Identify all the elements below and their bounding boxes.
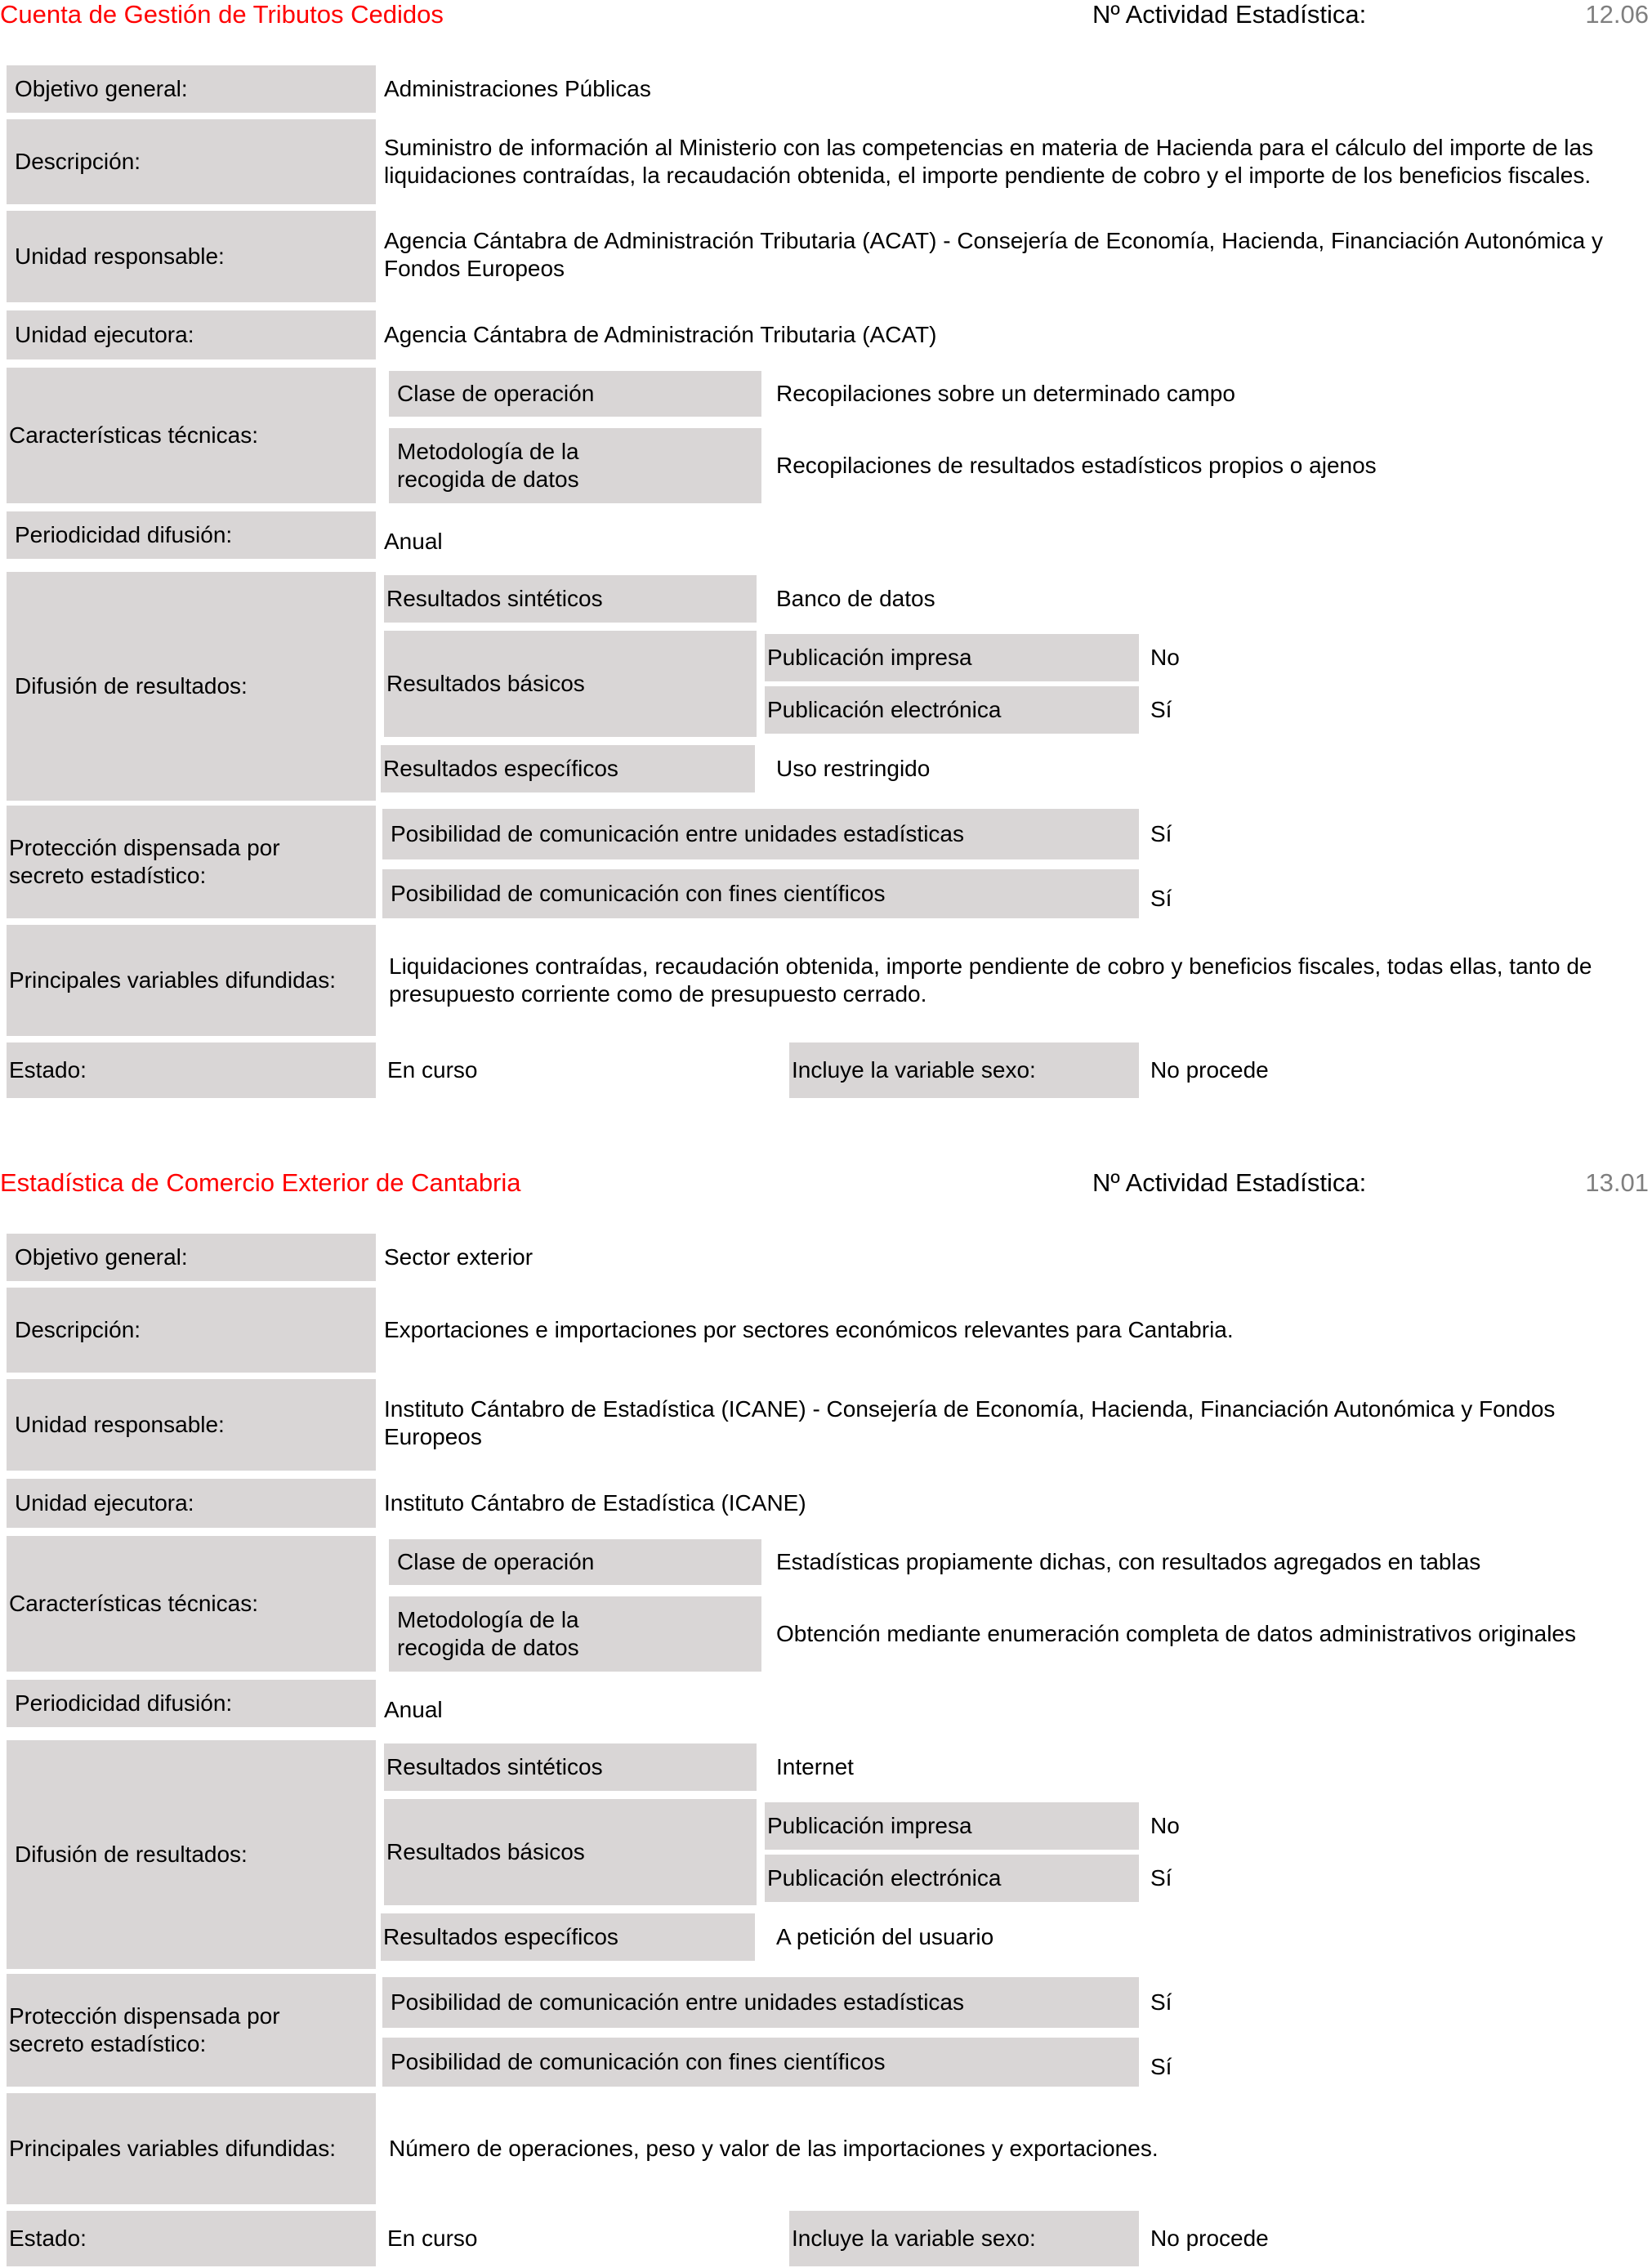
unidad-ejecutora-value: Agencia Cántabra de Administración Tributaria (ACAT)	[384, 322, 937, 347]
com-cientificos-value: Sí	[1150, 886, 1172, 911]
activity-header	[0, 0, 1652, 29]
proteccion-label: Protección dispensada por secreto estadístico:	[7, 1974, 376, 2087]
resultados-basicos-label: Resultados básicos	[384, 631, 757, 737]
estado-value: En curso	[387, 1057, 478, 1083]
resultados-basicos-label: Resultados básicos	[384, 1799, 757, 1905]
resultados-especificos-label: Resultados específicos	[381, 745, 755, 792]
estado-value: En curso	[387, 2226, 478, 2251]
unidad-ejecutora-value: Instituto Cántabro de Estadística (ICANE)	[384, 1490, 806, 1516]
clase-operacion-value: Estadísticas propiamente dichas, con resultados agregados en tablas	[776, 1549, 1481, 1574]
objetivo-label: Objetivo general:	[7, 65, 376, 113]
sexo-label: Incluye la variable sexo:	[789, 1042, 1139, 1098]
publicacion-impresa-value: No	[1150, 645, 1180, 670]
resultados-sinteticos-label: Resultados sintéticos	[384, 1743, 757, 1791]
activity-section	[0, 1168, 1652, 2268]
unidad-responsable-label: Unidad responsable:	[7, 211, 376, 302]
resultados-especificos-label: Resultados específicos	[381, 1913, 755, 1961]
variables-label: Principales variables difundidas:	[7, 2093, 376, 2204]
variables-value: Número de operaciones, peso y valor de las importaciones y exportaciones.	[389, 2136, 1159, 2161]
estado-label: Estado:	[7, 2211, 376, 2266]
objetivo-value: Administraciones Públicas	[384, 76, 651, 101]
activity-number-label: Nº Actividad Estadística:	[1092, 0, 1367, 29]
activity-number-label: Nº Actividad Estadística:	[1092, 1168, 1367, 1197]
metodologia-value: Recopilaciones de resultados estadísticos propios o ajenos	[776, 453, 1377, 478]
activity-title: Cuenta de Gestión de Tributos Cedidos	[0, 0, 444, 29]
publicacion-electronica-value: Sí	[1150, 1865, 1172, 1891]
metodologia-label: Metodología de la recogida de datos	[389, 1596, 761, 1672]
resultados-sinteticos-value: Internet	[776, 1754, 854, 1779]
com-unidades-value: Sí	[1150, 1989, 1172, 2015]
activity-number: 13.01	[1585, 1168, 1649, 1197]
objetivo-value: Sector exterior	[384, 1244, 534, 1270]
variables-label: Principales variables difundidas:	[7, 925, 376, 1036]
publicacion-electronica-value: Sí	[1150, 697, 1172, 722]
objetivo-label: Objetivo general:	[7, 1234, 376, 1281]
caracteristicas-label: Características técnicas:	[7, 368, 376, 503]
publicacion-electronica-label: Publicación electrónica	[765, 686, 1139, 734]
publicacion-electronica-label: Publicación electrónica	[765, 1855, 1139, 1902]
variables-value: Liquidaciones contraídas, recaudación obtenida, importe pendiente de cobro y beneficios fiscales, todas ellas, tanto de presupuesto corriente como de presupuesto cerrado.	[389, 953, 1592, 1007]
unidad-responsable-value: Agencia Cántabra de Administración Tributaria (ACAT) - Consejería de Economía, Hacienda, Financiación Autonómica y Fondos Europeos	[384, 228, 1604, 281]
sexo-value: No procede	[1150, 2226, 1269, 2251]
descripcion-value: Suministro de información al Ministerio con las competencias en materia de Hacienda para el cálculo del importe de las liquidaciones contraídas, la recaudación obtenida, el importe pendiente de cobro y el importe de los beneficios fiscales.	[384, 135, 1594, 188]
clase-operacion-value: Recopilaciones sobre un determinado campo	[776, 381, 1235, 406]
estado-label: Estado:	[7, 1042, 376, 1098]
periodicidad-label: Periodicidad difusión:	[7, 511, 376, 559]
publicacion-impresa-label: Publicación impresa	[765, 634, 1139, 681]
activity-number: 12.06	[1585, 0, 1649, 29]
descripcion-label: Descripción:	[7, 1288, 376, 1373]
sexo-value: No procede	[1150, 1057, 1269, 1083]
com-cientificos-label: Posibilidad de comunicación con fines científicos	[382, 2038, 1139, 2087]
resultados-sinteticos-label: Resultados sintéticos	[384, 575, 757, 623]
resultados-especificos-value: A petición del usuario	[776, 1924, 994, 1949]
com-cientificos-label: Posibilidad de comunicación con fines científicos	[382, 869, 1139, 918]
com-unidades-value: Sí	[1150, 821, 1172, 846]
publicacion-impresa-label: Publicación impresa	[765, 1802, 1139, 1850]
sexo-label: Incluye la variable sexo:	[789, 2211, 1139, 2266]
com-unidades-label: Posibilidad de comunicación entre unidades estadísticas	[382, 809, 1139, 859]
caracteristicas-label: Características técnicas:	[7, 1536, 376, 1672]
publicacion-impresa-value: No	[1150, 1813, 1180, 1838]
unidad-responsable-label: Unidad responsable:	[7, 1379, 376, 1471]
periodicidad-value: Anual	[384, 529, 443, 554]
descripcion-label: Descripción:	[7, 119, 376, 204]
difusion-label: Difusión de resultados:	[7, 572, 376, 801]
periodicidad-value: Anual	[384, 1697, 443, 1722]
difusion-label: Difusión de resultados:	[7, 1740, 376, 1969]
clase-operacion-label: Clase de operación	[389, 371, 761, 417]
com-cientificos-value: Sí	[1150, 2054, 1172, 2079]
clase-operacion-label: Clase de operación	[389, 1539, 761, 1585]
resultados-especificos-value: Uso restringido	[776, 756, 931, 781]
descripcion-value: Exportaciones e importaciones por sectores económicos relevantes para Cantabria.	[384, 1317, 1234, 1342]
activity-header	[0, 1168, 1652, 1198]
unidad-ejecutora-label: Unidad ejecutora:	[7, 1479, 376, 1528]
unidad-responsable-value: Instituto Cántabro de Estadística (ICANE) - Consejería de Economía, Hacienda, Financiación Autonómica y Fondos Europeos	[384, 1396, 1556, 1449]
com-unidades-label: Posibilidad de comunicación entre unidades estadísticas	[382, 1977, 1139, 2028]
periodicidad-label: Periodicidad difusión:	[7, 1680, 376, 1727]
unidad-ejecutora-label: Unidad ejecutora:	[7, 310, 376, 359]
proteccion-label: Protección dispensada por secreto estadístico:	[7, 806, 376, 918]
metodologia-label: Metodología de la recogida de datos	[389, 428, 761, 503]
activity-title: Estadística de Comercio Exterior de Cantabria	[0, 1168, 521, 1197]
metodologia-value: Obtención mediante enumeración completa de datos administrativos originales	[776, 1621, 1576, 1646]
resultados-sinteticos-value: Banco de datos	[776, 586, 935, 611]
activity-section	[0, 0, 1652, 1105]
